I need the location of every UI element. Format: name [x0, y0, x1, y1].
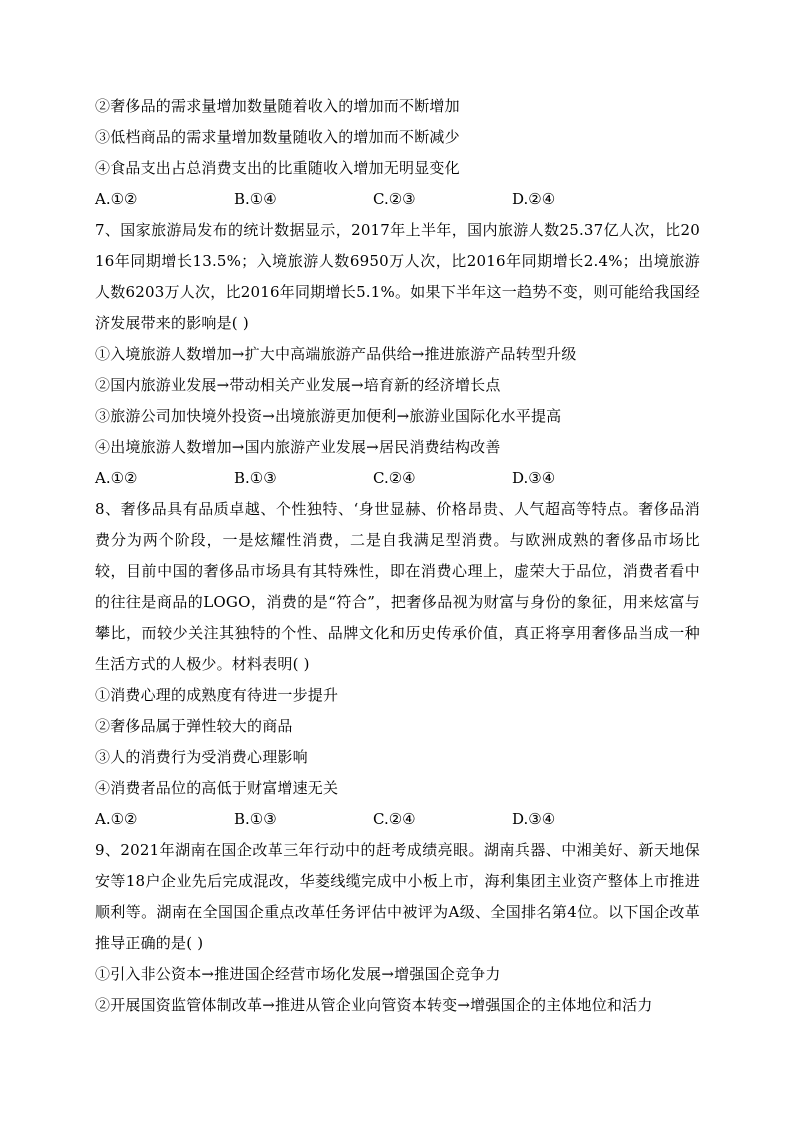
answer-choices: [95, 804, 700, 835]
option-line: ②奢侈品属于弹性较大的商品: [95, 717, 293, 735]
option-line: ④食品支出占总消费支出的比重随收入增加无明显变化: [95, 159, 460, 177]
option-line: ④出境旅游人数增加→国内旅游产业发展→居民消费结构改善: [95, 438, 501, 456]
option-line: ②开展国资监管体制改革→推进从管企业向管资本转变→增强国企的主体地位和活力: [95, 996, 653, 1014]
option-line: ③旅游公司加快境外投资→出境旅游更加便利→旅游业国际化水平提高: [95, 407, 562, 425]
answer-choice: B.①③: [234, 810, 277, 828]
option-line: ①入境旅游人数增加→扩大中高端旅游产品供给→推进旅游产品转型升级: [95, 345, 577, 363]
answer-choice: D.②④: [512, 190, 556, 208]
answer-choice: C.②④: [373, 469, 416, 487]
question-7-stem: 7、国家旅游局发布的统计数据显示，2017年上半年，国内旅游人数25.37亿人次，比2016年同期增长13.5%；入境旅游人数6950万人次，比2016年同期增长2.4%；出境旅游人数6203万人次，比2016年同期增长5.1%。如果下半年这一趋势不变，则可能给我国经济发展带来的影响是( ): [95, 221, 700, 332]
question-8-stem: 8、奢侈品具有品质卓越、个性独特、‘身世显赫、价格昂贵、人气超高等特点。奢侈品消费分为两个阶段，一是炫耀性消费，二是自我满足型消费。与欧洲成熟的奢侈品市场比较，目前中国的奢侈品市场具有其特殊性，即在消费心理上，虚荣大于品位，消费者看中的往往是商品的LOGO，消费的是“符合”，把奢侈品视为财富与身份的象征，用来炫富与攀比，而较少关注其独特的个性、品牌文化和历史传承价值，真正将享用奢侈品当成一种生活方式的人极少。材料表明( ): [95, 500, 700, 673]
option-line: ③人的消费行为受消费心理影响: [95, 748, 308, 766]
question-9-stem: 9、2021年湖南在国企改革三年行动中的赶考成绩亮眼。湖南兵器、中湘美好、新天地保安等18户企业先后完成混改，华菱线缆完成中小板上市，海利集团主业资产整体上市推进顺利等。湖南在全国国企重点改革任务评估中被评为A级、全国排名第4位。以下国企改革推导正确的是( ): [95, 841, 700, 952]
answer-choice: D.③④: [512, 810, 556, 828]
option-line: ④消费者品位的高低于财富增速无关: [95, 779, 339, 797]
answer-choice: C.②③: [373, 190, 416, 208]
answer-choice: B.①③: [234, 469, 277, 487]
answer-choices: [95, 184, 700, 215]
answer-choice: B.①④: [234, 190, 277, 208]
option-line: ①消费心理的成熟度有待进一步提升: [95, 686, 339, 704]
answer-choice: D.③④: [512, 469, 556, 487]
document-page: [95, 91, 700, 1021]
option-line: ①引入非公资本→推进国企经营市场化发展→增强国企竞争力: [95, 965, 501, 983]
answer-choice: A.①②: [95, 469, 138, 487]
answer-choice: C.②④: [373, 810, 416, 828]
answer-choices: [95, 463, 700, 494]
answer-choice: A.①②: [95, 190, 138, 208]
answer-choice: A.①②: [95, 810, 138, 828]
option-line: ②奢侈品的需求量增加数量随着收入的增加而不断增加: [95, 97, 460, 115]
option-line: ③低档商品的需求量增加数量随收入的增加而不断减少: [95, 128, 460, 146]
option-line: ②国内旅游业发展→带动相关产业发展→培育新的经济增长点: [95, 376, 501, 394]
